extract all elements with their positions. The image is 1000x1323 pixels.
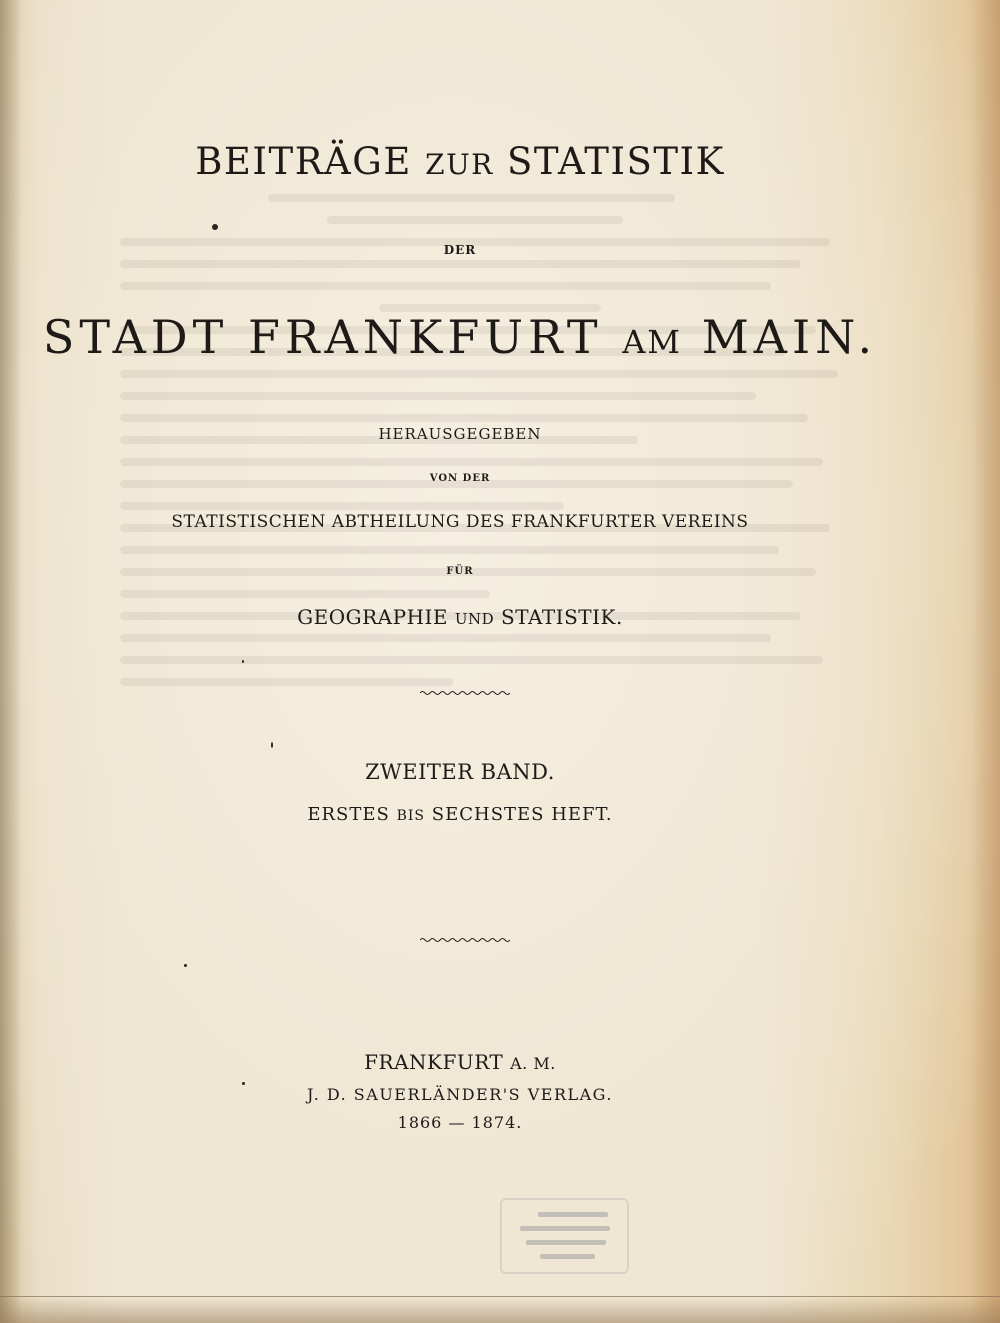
fuer-label: FÜR xyxy=(446,566,474,577)
issuer-line: STATISTISCHEN ABTHEILUNG DES FRANKFURTER VEREINS xyxy=(171,512,749,532)
wavy-rule-ornament xyxy=(420,690,510,696)
wavy-rule-ornament xyxy=(420,937,510,943)
herausgegeben-label: HERAUSGEGEBEN xyxy=(378,425,542,443)
society-und: UND xyxy=(454,610,495,628)
ink-speck xyxy=(212,224,218,230)
issues-bis: BIS xyxy=(396,808,426,824)
title-word-2: ZUR xyxy=(425,148,494,181)
title-city: STADT FRANKFURT xyxy=(42,310,603,364)
society-statistik: STATISTIK. xyxy=(501,605,623,629)
issues-sechstes: SECHSTES HEFT. xyxy=(431,804,613,825)
society-line xyxy=(0,605,920,629)
page-edge xyxy=(970,0,1000,1323)
imprint-city xyxy=(0,1050,920,1074)
title-line-1 xyxy=(0,140,920,183)
society-geographie: GEOGRAPHIE xyxy=(297,605,449,629)
issues-line xyxy=(0,804,920,825)
imprint-years: 1866 — 1874. xyxy=(397,1113,523,1132)
volume-label: ZWEITER BAND. xyxy=(365,760,555,784)
von-der-label: VON DER xyxy=(429,473,491,484)
imprint-city-suffix: A. M. xyxy=(510,1054,556,1073)
der-label: DER xyxy=(443,243,477,257)
library-stamp xyxy=(500,1198,629,1274)
title-am: AM xyxy=(622,323,683,361)
issues-erstes: ERSTES xyxy=(307,804,390,825)
ink-speck xyxy=(184,964,187,967)
imprint-city-name: FRANKFURT xyxy=(364,1050,504,1074)
title-word-1: BEITRÄGE xyxy=(195,140,412,183)
title-line-2 xyxy=(0,310,920,364)
ink-speck xyxy=(271,742,273,748)
page-bottom-edge xyxy=(0,1296,1000,1323)
title-main: MAIN. xyxy=(701,310,878,364)
ink-speck xyxy=(242,660,244,663)
imprint-publisher: J. D. SAUERLÄNDER'S VERLAG. xyxy=(307,1085,613,1104)
title-word-3: STATISTIK xyxy=(507,140,725,183)
